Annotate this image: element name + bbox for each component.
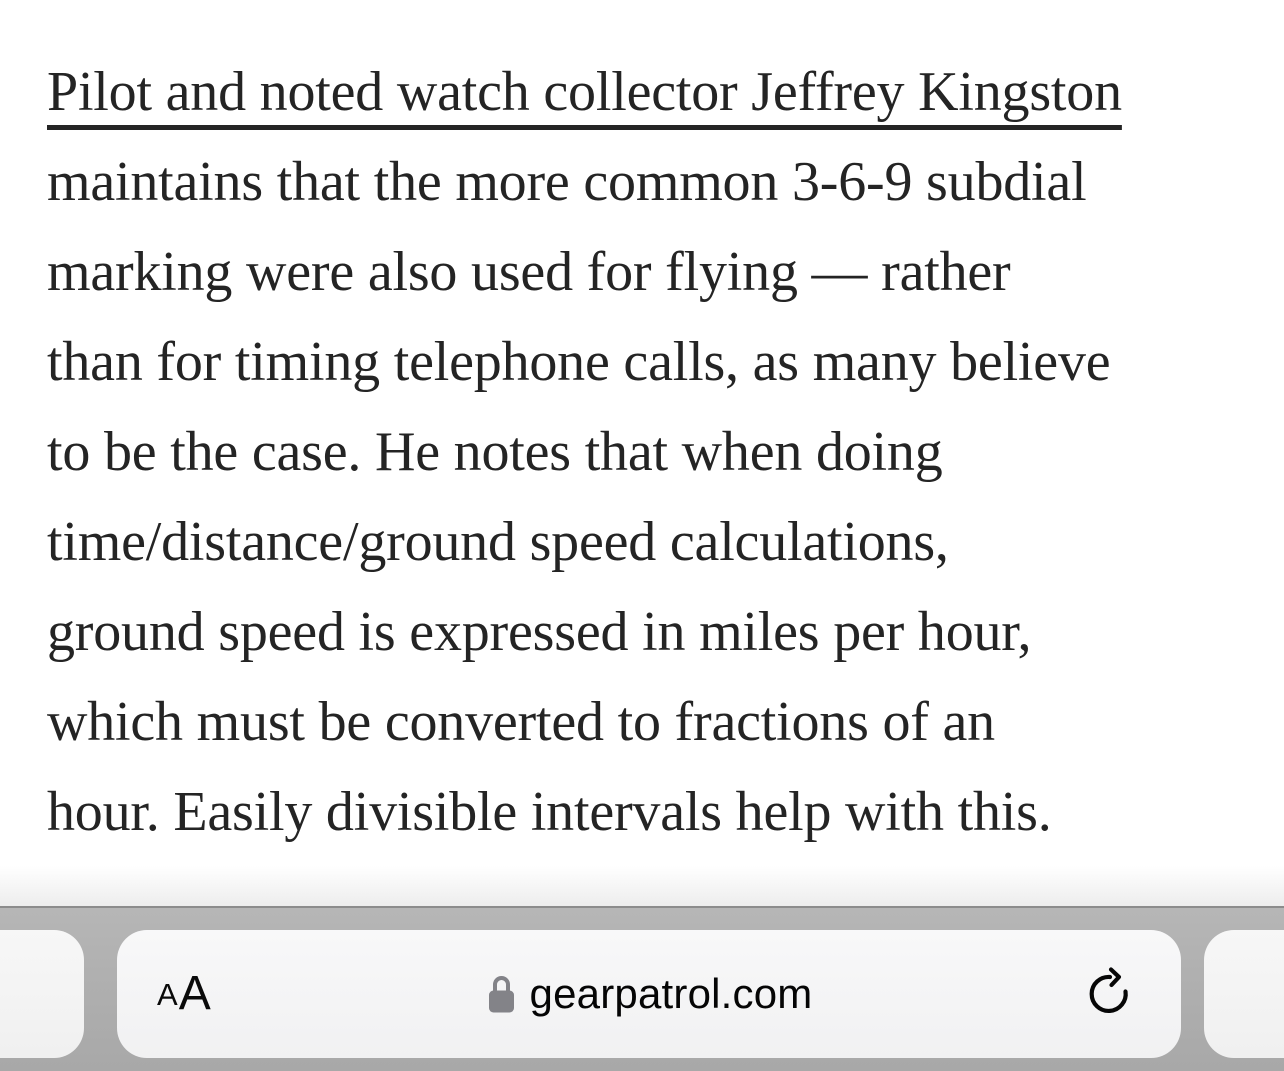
reader-small-a: A bbox=[157, 976, 178, 1012]
url-text: gearpatrol.com bbox=[529, 970, 813, 1017]
url-display bbox=[117, 930, 1181, 1058]
lock-icon bbox=[486, 974, 517, 1017]
article-line: marking were also used for flying — rather bbox=[47, 241, 1011, 303]
article-line: to be the case. He notes that when doing bbox=[47, 421, 943, 483]
content-fade bbox=[0, 866, 1284, 906]
next-tab-preview[interactable] bbox=[1204, 930, 1284, 1058]
article-line: which must be converted to fractions of an bbox=[47, 691, 995, 753]
previous-tab-preview[interactable] bbox=[0, 930, 84, 1058]
address-bar[interactable] bbox=[117, 930, 1181, 1058]
reader-large-a: A bbox=[178, 967, 211, 1020]
safari-bottom-toolbar bbox=[0, 906, 1284, 1071]
article-line: time/distance/ground speed calculations, bbox=[47, 511, 949, 573]
article-line: than for timing telephone calls, as many believe bbox=[47, 331, 1111, 393]
article-line: hour. Easily divisible intervals help with this. bbox=[47, 781, 1052, 843]
article-line: ground speed is expressed in miles per hour, bbox=[47, 601, 1032, 663]
reload-button[interactable] bbox=[1083, 930, 1133, 1058]
article-line: maintains that the more common 3-6-9 subdial bbox=[47, 151, 1087, 213]
reload-icon bbox=[1083, 964, 1133, 1025]
article-link[interactable]: Pilot and noted watch collector Jeffrey Kingston bbox=[47, 61, 1122, 123]
